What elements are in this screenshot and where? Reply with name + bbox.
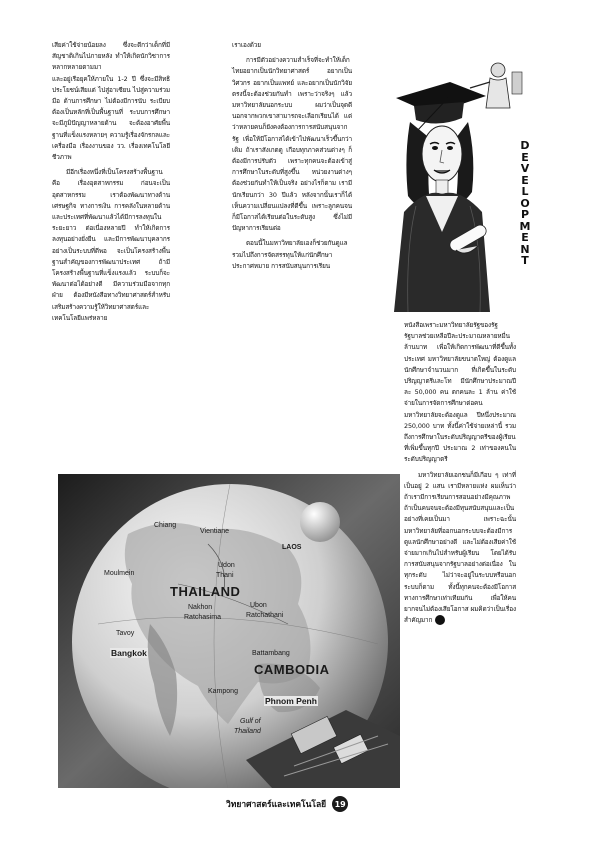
graduate-drawing <box>386 36 536 312</box>
map-label-ratchathani: Ratchathani <box>246 612 284 619</box>
page-footer <box>226 795 348 813</box>
paragraph: หนังสือเพราะมหาวิทยาลัยรัฐของรัฐ รัฐบาลช่วยเหลือปีละประมาณหลายหมื่นล้านบาท เพื่อให้เกิดการพัฒนาที่ดีขึ้นทั้งประเทศ มหาวิทยาลัยขนาดใหญ่ ต้องดูแลนักศึกษาจำนวนมาก ที่เกิดขึ้นในระดับปริญญาตรีและโท มีนักศึกษาประมาณปีละ 50,000 คน ตกคนละ 1 ล้าน ค่าใช้จ่ายในการจัดการศึกษาต่อคน มหาวิทยาลัยจะต้องดูแล ปีหนึ่งประมาณ 250,000 บาท ทั้งนี้ค่าใช้จ่ายเหล่านี้ รวมถึงการศึกษาในระดับปริญญาตรีของผู้เรียน ที่เพิ่มขึ้นทุกปี ประมาณ 2 เท่าของคนในระดับปริญญาตรี <box>404 321 516 464</box>
map-label-moulmein: Moulmein <box>104 570 135 577</box>
map-label-gulf: Gulf of <box>240 718 261 725</box>
paragraph <box>404 470 516 627</box>
map-label-laos: LAOS <box>282 544 302 551</box>
map-label-vientiane: Vientiane <box>200 528 230 535</box>
paragraph: มีอีกเรื่องหนึ่งที่เป็นโครงสร้างพื้นฐาน คือ เรื่องอุตสาหกรรม ก่อนจะเป็นอุตสาหกรรม เราต้องพัฒนาทางด้านเศรษฐกิจ ทางการเงิน การคลังในหลายด้าน และประเทศที่พัฒนาแล้วได้มีการลงทุนในระยะยาว ต่อเนื่องหลายปี ทำให้เกิดการลงทุนอย่างยั่งยืน และมีการพัฒนาบุคลากรอย่างเป็นระบบที่ดีพอ จะเป็นโครงสร้างพื้นฐานสำคัญของการพัฒนาประเทศ ถ้ามีโครงสร้างพื้นฐานที่แข็งแรงแล้ว ระบบก็จะพัฒนาต่อได้อย่างดี มีความร่วมมือจากทุกฝ่าย ต้องมีหนังสือทางวิทยาศาสตร์สำหรับเสริมสร้างความรู้ให้วิทยาศาสตร์และเทคโนโลยีแพร่หลาย <box>52 168 170 322</box>
paragraph: ตอนนี้ในมหาวิทยาลัยเองก็ช่วยกันดูแลรวมไปถึงการจัดสรรทุนให้แก่นักศึกษา ประกาศหมาย การสนับสนุนการเรียน <box>232 239 348 270</box>
map-label-nakhon: Nakhon <box>188 604 213 611</box>
globe-photo <box>58 474 400 788</box>
map-label-thailand: THAILAND <box>170 584 241 599</box>
paragraph: เราเองด้วย <box>232 41 261 49</box>
map-label-battambang: Battambang <box>252 650 290 657</box>
globe-drawing <box>58 474 400 788</box>
paragraph-text: มหาวิทยาลัยเอกชนก็มีเกือบ ๆ เท่าที่เป็นอยู่ 2 แสน เรามีหลายแห่ง ผมเห็นว่าถ้าเรามีการเรียนการสอนอย่างมีคุณภาพ ถ้าเป็นคนจนจะต้องมีทุนสนับสนุนและเป็นอย่างที่เคยเป็นมา เพราะฉะนั้นมหาวิทยาลัยที่ออกนอกระบบจะต้องมีการดูแลนักศึกษาอย่างดี และไม่ต้องเสียค่าใช้จ่ายมากเกินไปสำหรับผู้เรียน โดยได้รับการสนับสนุนจากรัฐบาลอย่างต่อเนื่อง ในทุกระดับ ไม่ว่าจะอยู่ในระบบหรือนอกระบบก็ตาม ทั้งนี้ทุกคนจะต้องมีโอกาสทางการศึกษาเท่าเทียมกัน เพื่อให้คนยากจนไม่ต้องเสียโอกาส ผมคิดว่าเป็นเรื่องสำคัญมาก <box>404 470 516 625</box>
vertical-development-text: DEVELOPMENT <box>519 139 531 267</box>
map-label-tavoy: Tavoy <box>116 630 135 637</box>
text-column-middle <box>232 40 352 272</box>
map-label-gulf-thailand: Thailand <box>234 728 261 735</box>
paragraph: และอยู่เรือยุคให้ภายใน 1-2 ปี ซึ่งจะมีสิทธิประโยชน์เสียแต่ ไปสู่อาเซียน ไปสู่ความร่วมมือ ด้านการศึกษา ไม่ต้องมีการนับ ระเบียบต้องเป็นหลักที่เป็นพื้นฐานที่ ระบบการศึกษา จะมีภูมิปัญญาหลายด้าน จะต้องอาศัยพื้นฐานที่แข็งแรงหลายๆ ความรู้เรื่องจักรกลและเครื่องมือ เรื่องงานของ วว. เรื่องเทคโนโลยีชีวภาพ <box>52 74 170 162</box>
map-label-chiang: Chiang <box>154 522 177 529</box>
map-label-ubon: Ubon <box>250 602 267 609</box>
map-label-udon: Udon <box>218 562 235 569</box>
map-label-bangkok: Bangkok <box>111 648 147 658</box>
paragraph: การมีตัวอย่างความสำเร็จที่จะทำให้เด็กไทยอยากเป็นนักวิทยาศาสตร์ อยากเป็นวิศวกร อยากเป็นแพทย์ และอยากเป็นนักวิจัย ตรงนี้จะต้องช่วยกันทำ เพราะว่าจริงๆ แล้ว มหาวิทยาลัยนอกระบบ ผมว่าเป็นจุดดี นอกจากพวกเขาสามารถจะเลือกเรียนได้ แต่ว่าหลายคนก็ยังคงต้องการการสนับสนุนจากรัฐ เพื่อให้มีโอกาสได้เข้าไปพัฒนาเร็วขึ้นกว่าเดิม ถ้าเราสังเกตดู เกือบทุกภาคส่วนต่างๆ ก็ต้องมีการปรับตัว เพราะทุกคนจะต้องเข้าสู่การศึกษาในระดับที่สูงขึ้น หน่วยงานต่างๆ ต้องช่วยกันทำให้เป็นจริง อย่างไรก็ตาม เรามีนักเรียนกว่า 30 ปีแล้ว หลังจากนั้นเราก็ได้เห็นความเปลี่ยนแปลงที่ดีขึ้น เพราะลูกคนจนก็มีโอกาสได้เรียนต่อในระดับสูง ซึ่งไม่มีปัญหาการเรียนต่อ <box>232 56 352 233</box>
map-label-kampong: Kampong <box>208 688 238 695</box>
map-label-phnom-penh: Phnom Penh <box>265 696 317 706</box>
end-of-article-icon <box>435 615 445 625</box>
page-number: 19 <box>332 796 348 812</box>
map-label-ratchasima: Ratchasima <box>184 614 221 621</box>
graduate-illustration <box>386 36 536 312</box>
map-label-cambodia: CAMBODIA <box>254 662 330 677</box>
text-column-left <box>52 40 170 324</box>
magazine-title: วิทยาศาสตร์และเทคโนโลยี <box>226 800 327 810</box>
map-label-thani: Thani <box>216 572 234 579</box>
paragraph: เสียค่าใช้จ่ายน้อยลง ซึ่งจะดีกว่าเด็กที่มีสัญชาติเกินไปภายหลัง ทำให้เกิดนักวิชาการหลากหลายตามมา <box>52 41 170 72</box>
text-column-right <box>404 320 516 626</box>
